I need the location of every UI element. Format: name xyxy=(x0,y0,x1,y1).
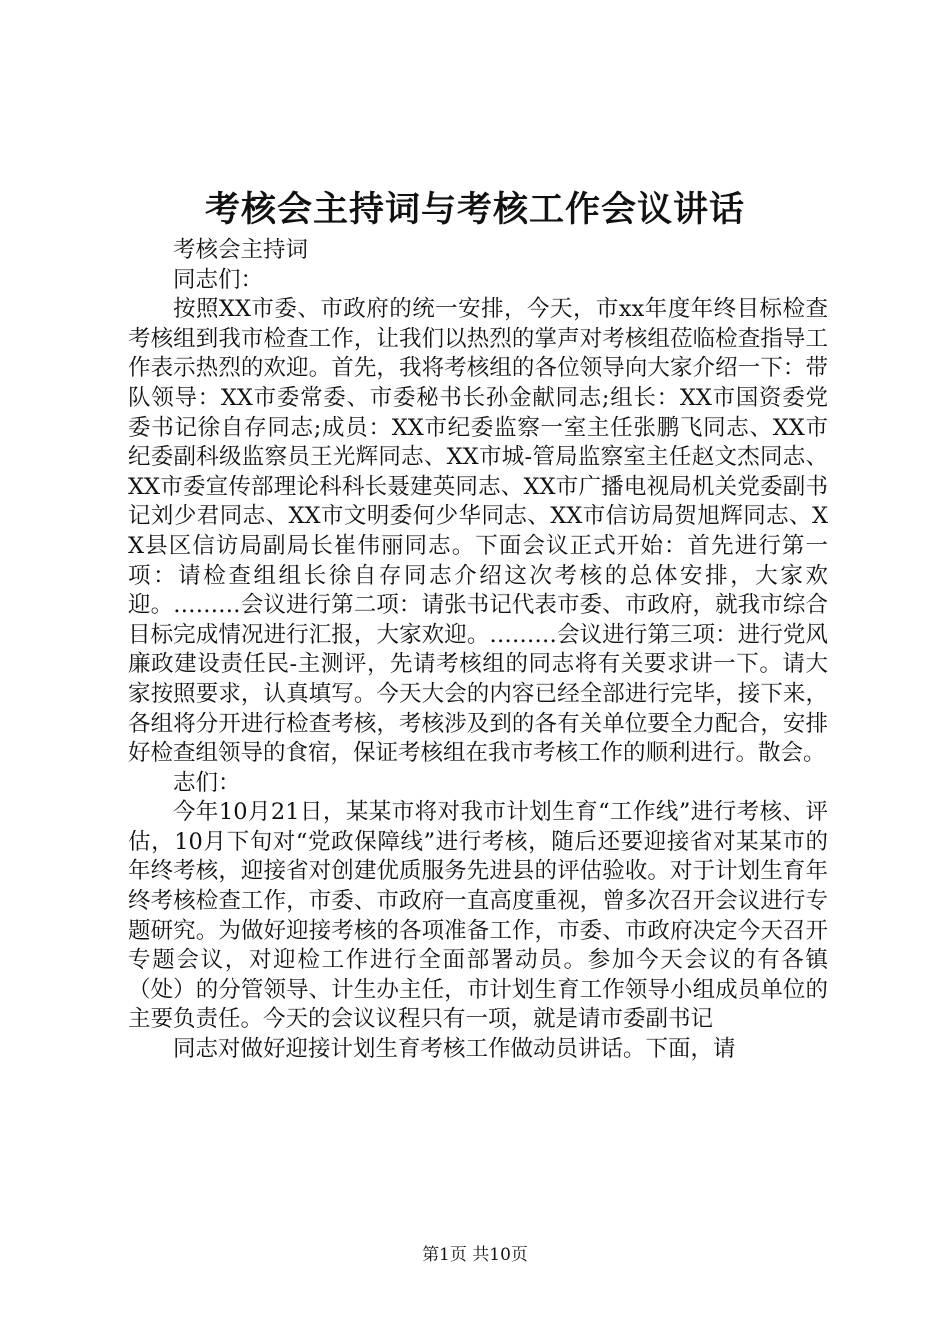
paragraph-greeting-2: 志们： xyxy=(173,769,241,796)
paragraph-subtitle: 考核会主持词 xyxy=(173,237,309,263)
paragraph-main: 按照XX市委、市政府的统一安排，今天，市xx年度年终目标检查考核组到我市检查工作，让我们以热烈的掌声对考核组莅临检查指导工作表示热烈的欢迎。首先，我将考核组的各位领导向大家介绍一下：带队领导：XX市委常委、市委秘书长孙金献同志;组长：XX市国资委党委书记徐自存同志;成员：XX市纪委监察一室主任张鹏飞同志、XX市纪委副科级监察员王光辉同志、XX市城-管局监察室主任赵文杰同志、XX市委宣传部理论科科长聂建英同志、XX市广播电视局机关党委副书记刘少君同志、XX市文明委何少华同志、XX市信访局贺旭辉同志、XX县区信访局副局长崔伟丽同志。下面会议正式开始：首先进行第一项：请检查组组长徐自存同志介绍这次考核的总体安排，大家欢迎。………会议进行第二项：请张书记代表市委、市政府，就我市综合目标完成情况进行汇报，大家欢迎。………会议进行第三项：进行党风廉政建设责任民-主测评，先请考核组的同志将有关要求讲一下。请大家按照要求，认真填写。今天大会的内容已经全部进行完毕，接下来，各组将分开进行检查考核，考核涉及到的各有关单位要全力配合，安排好检查组领导的食宿，保证考核组在我市考核工作的顺利进行。散会。 xyxy=(128,296,828,767)
paragraph-greeting: 同志们： xyxy=(173,266,264,293)
document-body xyxy=(128,236,828,1065)
page-number: 第1页 共10页 xyxy=(422,1245,528,1265)
document-title: 考核会主持词与考核工作会议讲话 xyxy=(204,189,745,230)
paragraph-continuation: 同志对做好迎接计划生育考核工作做动员讲话。下面，请 xyxy=(173,1036,736,1063)
paragraph-second: 今年10月21日，某某市将对我市计划生育“工作线”进行考核、评估，10月下旬对“党政保障线”进行考核，随后还要迎接省对某某市的年终考核，迎接省对创建优质服务先进县的评估验收。对于计划生育年终考核检查工作，市委、市政府一直高度重视，曾多次召开会议进行专题研究。为做好迎接考核的各项准备工作，市委、市政府决定今天召开专题会议，对迎检工作进行全面部署动员。参加今天会议的有各镇（处）的分管领导、计生办主任，市计划生育工作领导小组成员单位的主要负责任。今天的会议议程只有一项，就是请市委副书记 xyxy=(128,799,828,1033)
